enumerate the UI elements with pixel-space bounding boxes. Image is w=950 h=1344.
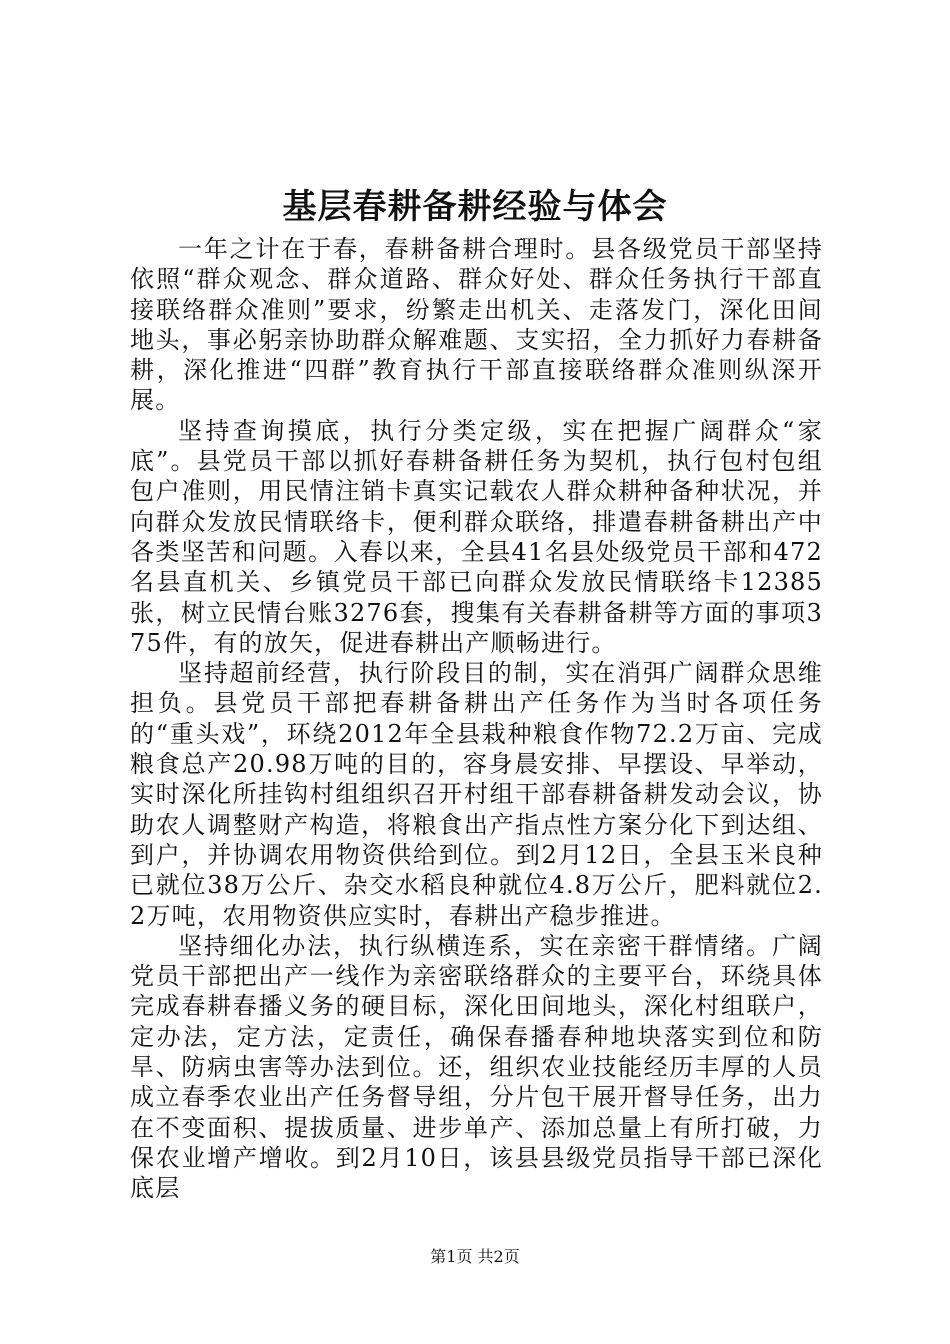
document-body	[130, 234, 823, 1204]
paragraph-2: 坚持查询摸底，执行分类定级，实在把握广阔群众“家底”。县党员干部以抓好春耕备耕任务为契机，执行包村包组包户准则，用民情注销卡真实记载农人群众耕种备种状况，并向群众发放民情联络卡，便利群众联络，排遣春耕备耕出产中各类坚苦和问题。入春以来，全县41名县处级党员干部和472名县直机关、乡镇党员干部已向群众发放民情联络卡12385张，树立民情台账3276套，搜集有关春耕备耕等方面的事项375件，有的放矢，促进春耕出产顺畅进行。	[130, 416, 823, 657]
page-footer: 第1页 共2页	[430, 1247, 520, 1266]
paragraph-3: 坚持超前经营，执行阶段目的制，实在消弭广阔群众思维担负。县党员干部把春耕备耕出产任务作为当时各项任务的“重头戏”，环绕2012年全县栽种粮食作物72.2万亩、完成粮食总产20.98万吨的目的，容身晨安排、早摆设、早举动，实时深化所挂钩村组组织召开村组干部春耕备耕发动会议，协助农人调整财产构造，将粮食出产指点性方案分化下到达组、到户，并协调农用物资供给到位。到2月12日，全县玉米良种已就位38万公斤、杂交水稻良种就位4.8万公斤，肥料就位2.2万吨，农用物资供应实时，春耕出产稳步推进。	[130, 659, 823, 930]
document-title: 基层春耕备耕经验与体会	[282, 187, 668, 227]
paragraph-4: 坚持细化办法，执行纵横连系，实在亲密干群情绪。广阔党员干部把出产一线作为亲密联络群众的主要平台，环绕具体完成春耕春播义务的硬目标，深化田间地头，深化村组联户，定办法，定方法，定责任，确保春播春种地块落实到位和防旱、防病虫害等办法到位。还，组织农业技能经历丰厚的人员成立春季农业出产任务督导组，分片包干展开督导任务，出力在不变面积、提拔质量、进步单产、添加总量上有所打破，力保农业增产增收。到2月10日，该县县级党员指导干部已深化底层	[130, 931, 823, 1203]
paragraph-1: 一年之计在于春，春耕备耕合理时。县各级党员干部坚持依照“群众观念、群众道路、群众好处、群众任务执行干部直接联络群众准则”要求，纷繁走出机关、走落发门，深化田间地头，事必躬亲协助群众解难题、支实招，全力抓好力春耕备耕，深化推进“四群”教育执行干部直接联络群众准则纵深开展。	[130, 235, 823, 415]
